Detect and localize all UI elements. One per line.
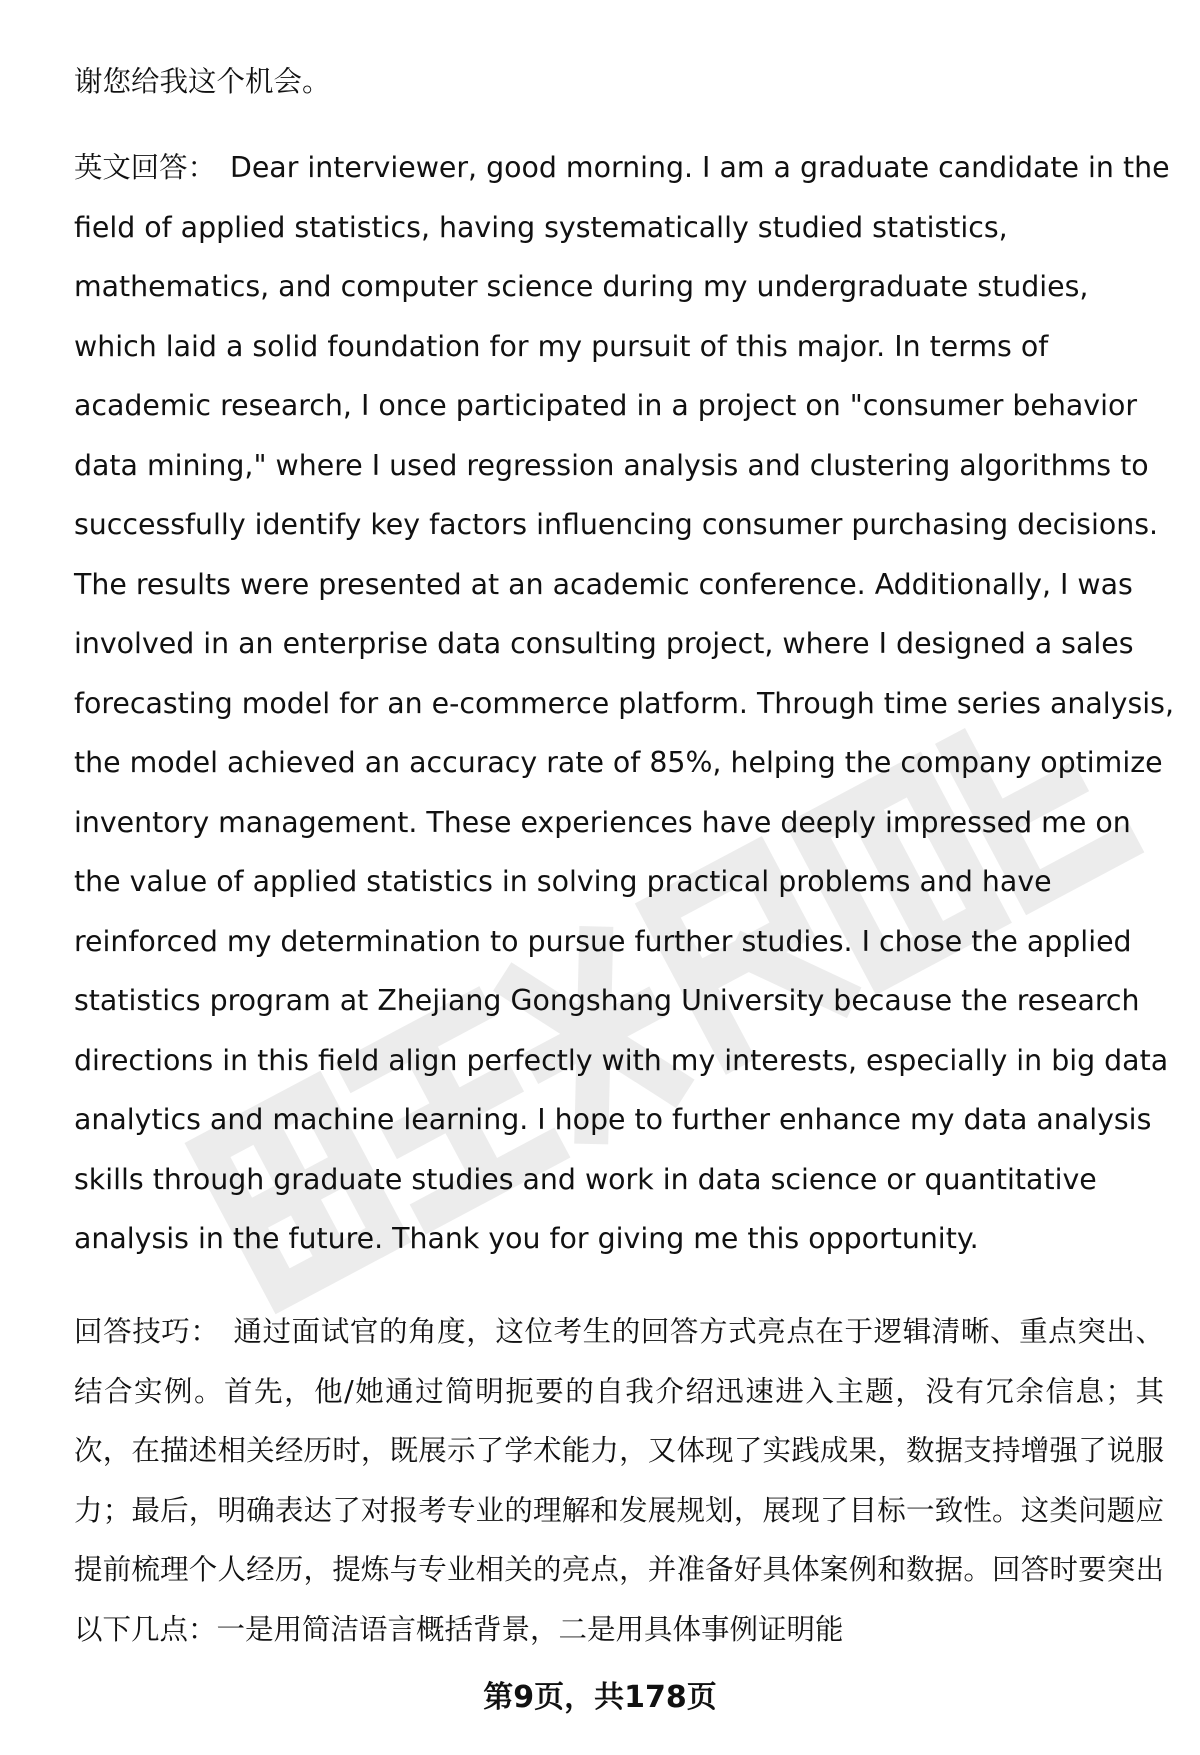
document-page [74, 0, 1174, 1755]
tips-paragraph [74, 1302, 1164, 1659]
tips-text: 通过面试官的角度，这位考生的回答方式亮点在于逻辑清晰、重点突出、结合实例。首先，他/她通过简明扼要的自我介绍迅速进入主题，没有冗余信息；其次，在描述相关经历时，既展示了学术能力，又体现了实践成果，数据支持增强了说服力；最后，明确表达了对报考专业的理解和发展规划，展现了目标一致性。这类问题应提前梳理个人经历，提炼与专业相关的亮点，并准备好具体案例和数据。回答时要突出以下几点：一是用简洁语言概括背景，二是用具体事例证明能 [74, 1315, 1164, 1646]
english-answer-label: 英文回答： [74, 151, 216, 184]
english-answer-paragraph [74, 138, 1174, 1269]
tips-label: 回答技巧： [74, 1315, 220, 1348]
page-number-footer: 第9页，共178页 [483, 1680, 717, 1715]
intro-tail-text: 谢您给我这个机会。 [74, 65, 331, 98]
english-answer-text: Dear interviewer, good morning. I am a graduate candidate in the field of applied statistics, having systematically studied statistics, mathematics, and computer science during my undergraduate studies, which laid a solid foundation for my pursuit of this major. In terms of academic research, I once participated in a project on "consumer behavior data mining," where I used regression analysis and clustering algorithms to successfully identify key factors influencing consumer purchasing decisions. The results were presented at an academic conference. Additionally, I was involved in an enterprise data consulting project, where I designed a sales forecasting model for an e-commerce platform. Through time series analysis, the model achieved an accuracy rate of 85%, helping the company optimize inventory management. These experiences have deeply impressed me on the value of applied statistics in solving practical problems and have reinforced my determination to pursue further studies. I chose the applied statistics program at Zhejiang Gongshang University because the research directions in this field align perfectly with my interests, especially in big data analytics and machine learning. I hope to further enhance my data analysis skills through graduate studies and work in data science or quantitative analysis in the future. Thank you for giving me this opportunity. [74, 151, 1174, 1255]
